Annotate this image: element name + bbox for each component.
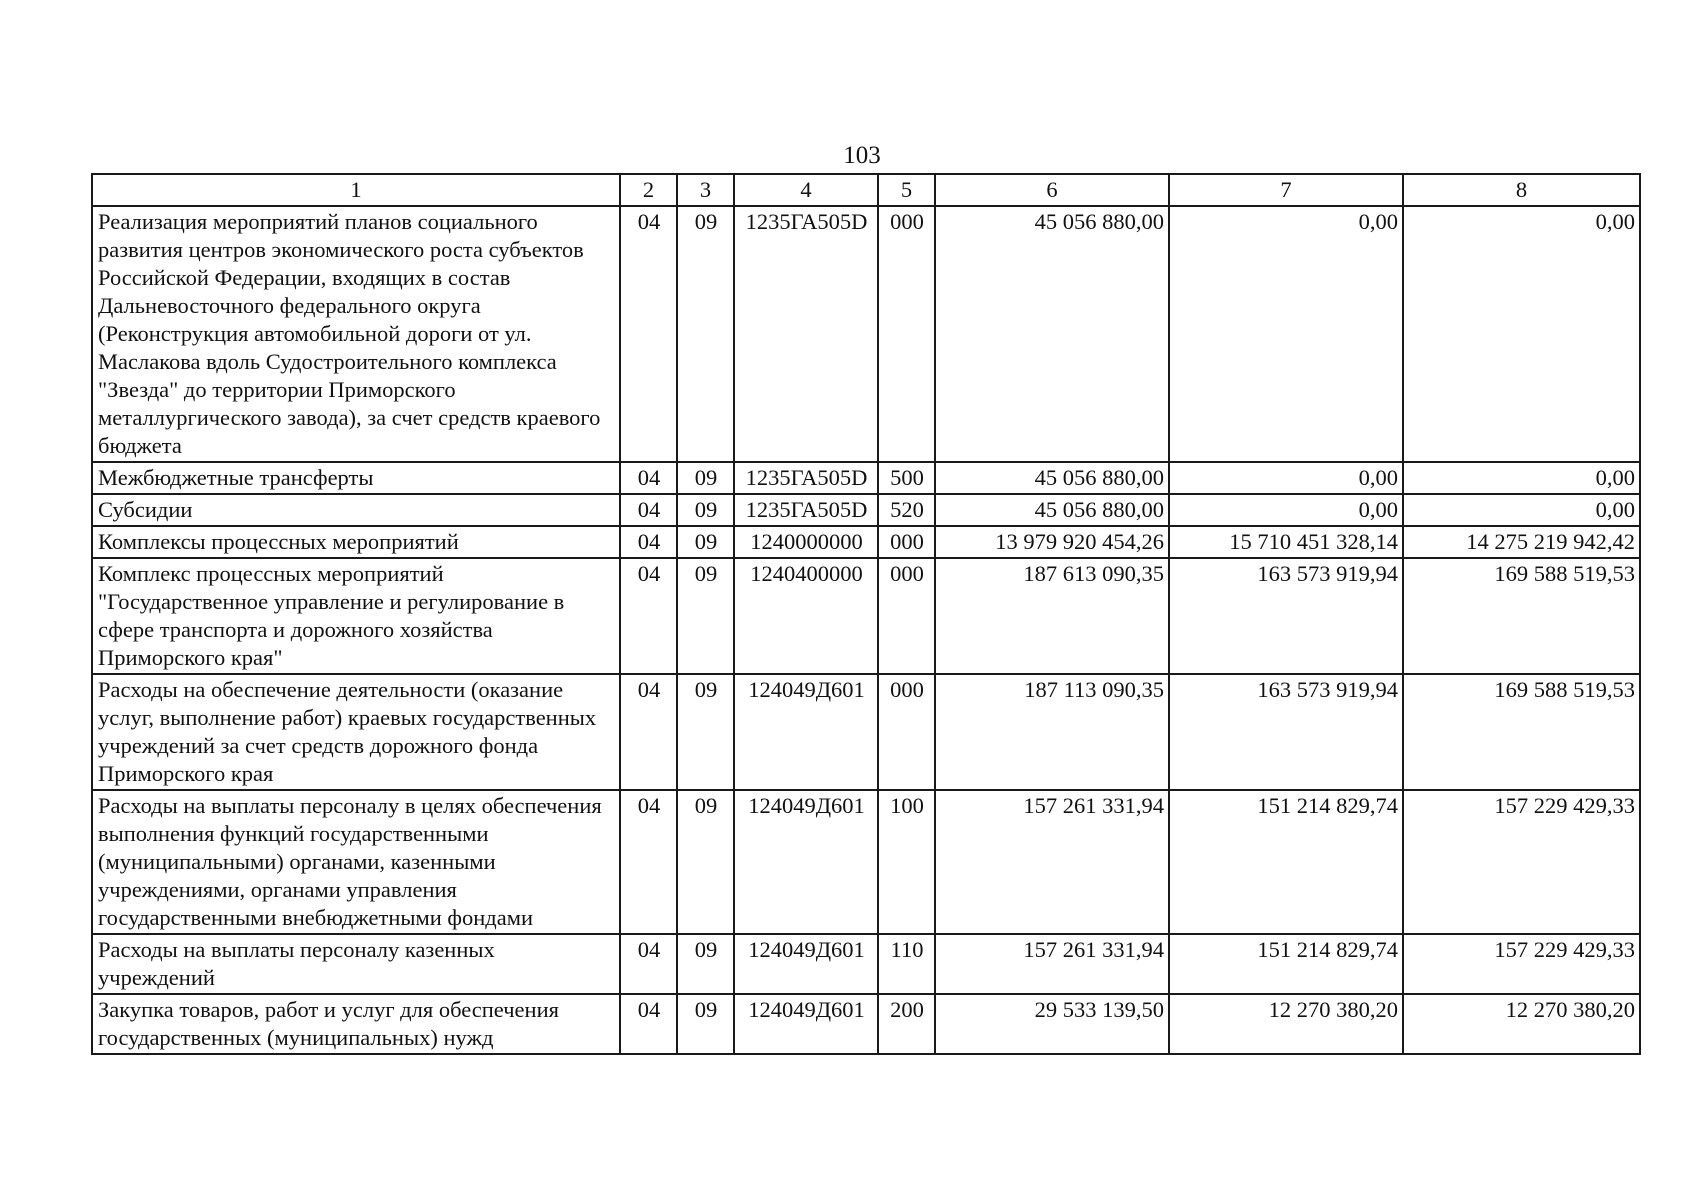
row-subsection: 09 (677, 494, 734, 526)
row-expense-type: 200 (878, 994, 935, 1054)
row-amount-col6: 187 613 090,35 (935, 558, 1169, 674)
table-row (92, 494, 1640, 526)
row-expense-type: 500 (878, 462, 935, 494)
row-amount-col7: 0,00 (1169, 206, 1403, 462)
row-amount-col6: 157 261 331,94 (935, 934, 1169, 994)
row-amount-col7: 163 573 919,94 (1169, 674, 1403, 790)
row-amount-col8: 0,00 (1403, 494, 1640, 526)
row-name: Расходы на выплаты персоналу казенных учреждений (92, 934, 620, 994)
row-name: Расходы на обеспечение деятельности (оказание услуг, выполнение работ) краевых государственных учреждений за счет средств дорожного фонда Приморского края (92, 674, 620, 790)
row-name: Межбюджетные трансферты (92, 462, 620, 494)
row-subsection: 09 (677, 526, 734, 558)
row-target-article: 124049Д601 (734, 674, 878, 790)
page-number: 103 (843, 142, 881, 169)
row-amount-col8: 0,00 (1403, 206, 1640, 462)
table-row (92, 526, 1640, 558)
row-subsection: 09 (677, 558, 734, 674)
table-row (92, 462, 1640, 494)
row-name: Субсидии (92, 494, 620, 526)
table-row (92, 558, 1640, 674)
row-subsection: 09 (677, 994, 734, 1054)
row-subsection: 09 (677, 790, 734, 934)
column-header-1: 1 (92, 174, 620, 206)
row-name: Комплексы процессных мероприятий (92, 526, 620, 558)
row-expense-type: 100 (878, 790, 935, 934)
row-name: Закупка товаров, работ и услуг для обеспечения государственных (муниципальных) нужд (92, 994, 620, 1054)
row-expense-type: 000 (878, 206, 935, 462)
row-target-article: 1235ГА505D (734, 206, 878, 462)
row-amount-col6: 187 113 090,35 (935, 674, 1169, 790)
row-name: Расходы на выплаты персоналу в целях обеспечения выполнения функций государственными (муниципальными) органами, казенными учреждениями, органами управления государственными внебюджетными фондами (92, 790, 620, 934)
row-amount-col6: 45 056 880,00 (935, 206, 1169, 462)
row-amount-col6: 45 056 880,00 (935, 462, 1169, 494)
column-header-7: 7 (1169, 174, 1403, 206)
row-section: 04 (620, 558, 677, 674)
row-expense-type: 110 (878, 934, 935, 994)
table-row (92, 790, 1640, 934)
row-target-article: 1235ГА505D (734, 462, 878, 494)
row-amount-col7: 0,00 (1169, 462, 1403, 494)
row-amount-col7: 151 214 829,74 (1169, 790, 1403, 934)
table-row (92, 206, 1640, 462)
row-target-article: 124049Д601 (734, 790, 878, 934)
header-row (92, 174, 1640, 206)
row-amount-col7: 15 710 451 328,14 (1169, 526, 1403, 558)
row-amount-col7: 163 573 919,94 (1169, 558, 1403, 674)
column-header-4: 4 (734, 174, 878, 206)
row-section: 04 (620, 674, 677, 790)
row-amount-col6: 13 979 920 454,26 (935, 526, 1169, 558)
table-row (92, 674, 1640, 790)
column-header-3: 3 (677, 174, 734, 206)
row-amount-col7: 151 214 829,74 (1169, 934, 1403, 994)
row-section: 04 (620, 790, 677, 934)
row-subsection: 09 (677, 934, 734, 994)
row-amount-col6: 29 533 139,50 (935, 994, 1169, 1054)
row-section: 04 (620, 206, 677, 462)
row-section: 04 (620, 462, 677, 494)
row-target-article: 124049Д601 (734, 994, 878, 1054)
column-header-6: 6 (935, 174, 1169, 206)
row-target-article: 1240000000 (734, 526, 878, 558)
row-amount-col7: 0,00 (1169, 494, 1403, 526)
column-header-5: 5 (878, 174, 935, 206)
row-name: Реализация мероприятий планов социального развития центров экономического роста субъектов Российской Федерации, входящих в состав Дальневосточного федерального округа (Реконструкция автомобильной дороги от ул. Маслакова вдоль Судостроительного комплекса "Звезда" до территории Приморского металлургического завода), за счет средств краевого бюджета (92, 206, 620, 462)
row-amount-col6: 45 056 880,00 (935, 494, 1169, 526)
column-header-8: 8 (1403, 174, 1640, 206)
budget-table (91, 173, 1641, 1055)
row-section: 04 (620, 526, 677, 558)
row-target-article: 1235ГА505D (734, 494, 878, 526)
row-amount-col8: 0,00 (1403, 462, 1640, 494)
column-header-2: 2 (620, 174, 677, 206)
row-section: 04 (620, 494, 677, 526)
row-amount-col8: 169 588 519,53 (1403, 674, 1640, 790)
row-amount-col8: 157 229 429,33 (1403, 934, 1640, 994)
row-section: 04 (620, 934, 677, 994)
row-name: Комплекс процессных мероприятий "Государственное управление и регулирование в сфере транспорта и дорожного хозяйства Приморского края" (92, 558, 620, 674)
row-subsection: 09 (677, 674, 734, 790)
row-amount-col8: 12 270 380,20 (1403, 994, 1640, 1054)
row-expense-type: 520 (878, 494, 935, 526)
row-section: 04 (620, 994, 677, 1054)
row-subsection: 09 (677, 462, 734, 494)
table-row (92, 994, 1640, 1054)
row-amount-col8: 14 275 219 942,42 (1403, 526, 1640, 558)
row-target-article: 124049Д601 (734, 934, 878, 994)
row-expense-type: 000 (878, 558, 935, 674)
row-subsection: 09 (677, 206, 734, 462)
row-target-article: 1240400000 (734, 558, 878, 674)
table-row (92, 934, 1640, 994)
row-amount-col7: 12 270 380,20 (1169, 994, 1403, 1054)
row-amount-col6: 157 261 331,94 (935, 790, 1169, 934)
row-expense-type: 000 (878, 674, 935, 790)
row-amount-col8: 157 229 429,33 (1403, 790, 1640, 934)
row-amount-col8: 169 588 519,53 (1403, 558, 1640, 674)
row-expense-type: 000 (878, 526, 935, 558)
